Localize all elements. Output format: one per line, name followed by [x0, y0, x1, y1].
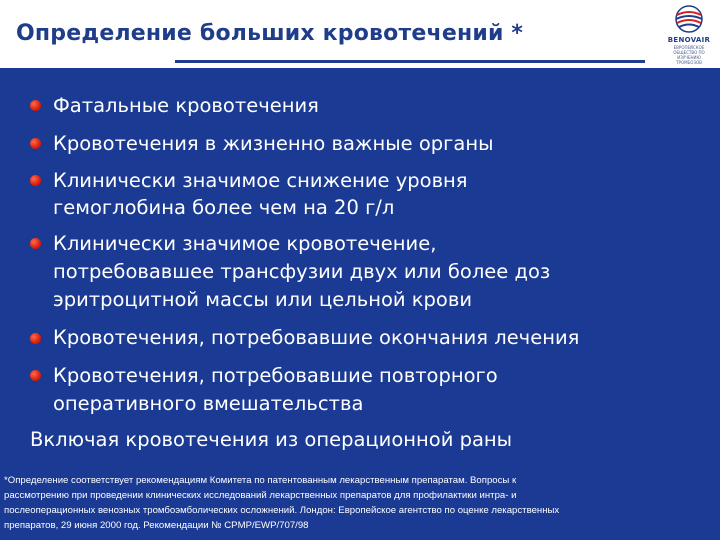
bullet-marker-icon [30, 100, 41, 111]
bullet-text-continuation: эритроцитной массы или цельной крови [53, 288, 473, 311]
bullet-text-continuation: гемоглобина более чем на 20 г/л [53, 196, 395, 219]
bullet-marker-icon [30, 238, 41, 249]
bullet-text: Кровотечения, потребовавшие повторного [53, 364, 498, 387]
bullet-text: Кровотечения в жизненно важные органы [53, 132, 494, 155]
footnote-line: препаратов, 29 июня 2000 год. Рекомендации № CPMP/EWP/707/98 [4, 520, 309, 531]
logo [664, 4, 714, 66]
footnote-line: *Определение соответствует рекомендациям Комитета по патентованным лекарственным препаратам. Вопросы к [4, 475, 517, 486]
bullet-text: Клинически значимое снижение уровня [53, 169, 468, 192]
slide-title: Определение больших кровотечений * [16, 21, 524, 46]
bullet-text-continuation: потребовавшее трансфузии двух или более доз [53, 260, 551, 283]
bullet-marker-icon [30, 333, 41, 344]
footnote-line: рассмотрению при проведении клинических исследований лекарственных препаратов для профилактики интра- и [4, 490, 517, 501]
note-text: Включая кровотечения из операционной раны [30, 428, 513, 451]
bullet-text: Кровотечения, потребовавшие окончания лечения [53, 326, 580, 349]
title-underline [175, 60, 645, 63]
footnote-line: послеоперационных венозных тромбоэмболических осложнений. Лондон: Европейское агентство по оценке лекарственных [4, 505, 560, 516]
logo-name: BENOVAIR [667, 36, 711, 44]
bullet-text-continuation: оперативного вмешательства [53, 392, 364, 415]
header [0, 0, 720, 68]
logo-tagline: ЕВРОПЕЙСКОЕ ОБЩЕСТВО ПО ИЗУЧЕНИЮ ТРОМБОЗОВ [673, 45, 705, 65]
bullet-text: Фатальные кровотечения [53, 94, 319, 117]
bullet-marker-icon [30, 370, 41, 381]
globe-icon [664, 4, 714, 36]
content-panel [0, 68, 720, 540]
bullet-text: Клинически значимое кровотечение, [53, 232, 437, 255]
bullet-marker-icon [30, 138, 41, 149]
bullet-marker-icon [30, 175, 41, 186]
